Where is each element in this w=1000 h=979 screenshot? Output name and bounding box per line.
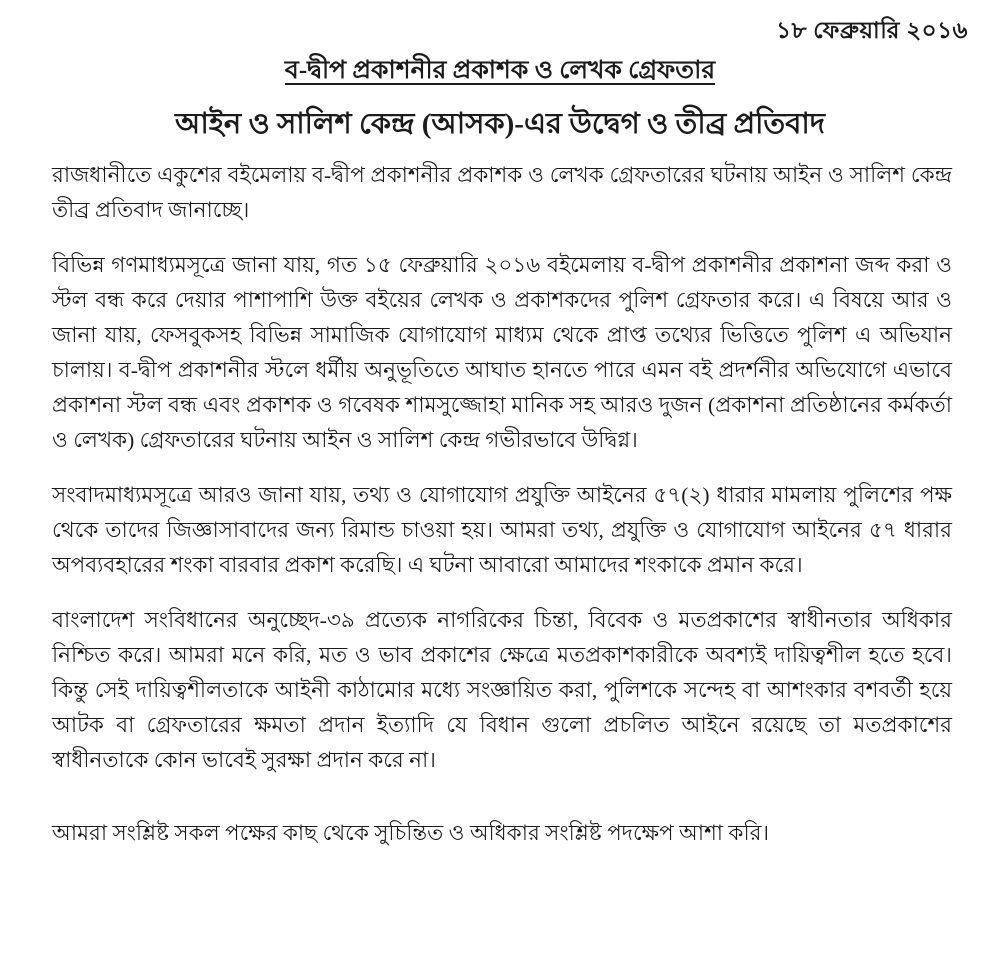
document-body bbox=[52, 158, 952, 871]
paragraph-1: রাজধানীতে একুশের বইমেলায় ব-দ্বীপ প্রকাশনীর প্রকাশক ও লেখক গ্রেফতারের ঘটনায় আইন ও সালিশ কেন্দ্র তীব্র প্রতিবাদ জানাচ্ছে। bbox=[52, 163, 952, 222]
document-title-line2: আইন ও সালিশ কেন্দ্র (আসক)-এর উদ্বেগ ও তীব্র প্রতিবাদ bbox=[175, 108, 825, 140]
paragraph-4: বাংলাদেশ সংবিধানের অনুচ্ছেদ-৩৯ প্রত্যেক নাগরিকের চিন্তা, বিবেক ও মতপ্রকাশের স্বাধীনতার অধিকার নিশ্চিত করে। আমরা মনে করি, মত ও ভাব প্রকাশের ক্ষেত্রে মতপ্রকাশকারীকে অবশ্যই দায়িত্বশীল হতে হবে। কিন্তু সেই দায়িত্বশীলতাকে আইনী কাঠামোর মধ্যে সংজ্ঞায়িত করা, পুলিশকে সন্দেহ বা আশংকার বশবর্তী হয়ে আটক বা গ্রেফতারের ক্ষমতা প্রদান ইত্যাদি যে বিধান গুলো প্রচলিত আইনে রয়েছে তা মতপ্রকাশের স্বাধীনতাকে কোন ভাবেই সুরক্ষা প্রদান করে না। bbox=[52, 608, 952, 772]
paragraph-2: বিভিন্ন গণমাধ্যমসূত্রে জানা যায়, গত ১৫ ফেব্রুয়ারি ২০১৬ বইমেলায় ব-দ্বীপ প্রকাশনীর প্রকাশনা জব্দ করা ও স্টল বন্ধ করে দেয়ার পাশাপাশি উক্ত বইয়ের লেখক ও প্রকাশকদের পুলিশ গ্রেফতার করে। এ বিষয়ে আর ও জানা যায়, ফেসবুকসহ বিভিন্ন সামাজিক যোগাযোগ মাধ্যম থেকে প্রাপ্ত তথ্যের ভিত্তিতে পুলিশ এ অভিযান চালায়। ব-দ্বীপ প্রকাশনীর স্টলে ধর্মীয় অনুভূতিতে আঘাত হানতে পারে এমন বই প্রদর্শনীর অভিযোগে এভাবে প্রকাশনা স্টল বন্ধ এবং প্রকাশক ও গবেষক শামসুজ্জোহা মানিক সহ আরও দুজন (প্রকাশনা প্রতিষ্ঠানের কর্মকর্তা ও লেখক) গ্রেফতারের ঘটনায় আইন ও সালিশ কেন্দ্র গভীরভাবে উদ্বিগ্ন। bbox=[52, 253, 952, 452]
paragraph-5: আমরা সংশ্লিষ্ট সকল পক্ষের কাছ থেকে সুচিন্তিত ও অধিকার সংশ্লিষ্ট পদক্ষেপ আশা করি। bbox=[52, 821, 770, 845]
document-title-block bbox=[0, 50, 1000, 150]
document-title-line1: ব-দ্বীপ প্রকাশনীর প্রকাশক ও লেখক গ্রেফতার bbox=[284, 57, 716, 84]
document-date: ১৮ ফেব্রুয়ারি ২০১৬ bbox=[776, 18, 968, 43]
paragraph-3: সংবাদমাধ্যমসূত্রে আরও জানা যায়, তথ্য ও যোগাযোগ প্রযুক্তি আইনের ৫৭(২) ধারার মামলায় পুলিশের পক্ষ থেকে তাদের জিজ্ঞাসাবাদের জন্য রিমান্ড চাওয়া হয়। আমরা তথ্য, প্রযুক্তি ও যোগাযোগ আইনের ৫৭ ধারার অপব্যবহারের শংকা বারবার প্রকাশ করেছি। এ ঘটনা আবারো আমাদের শংকাকে প্রমান করে। bbox=[52, 483, 952, 577]
